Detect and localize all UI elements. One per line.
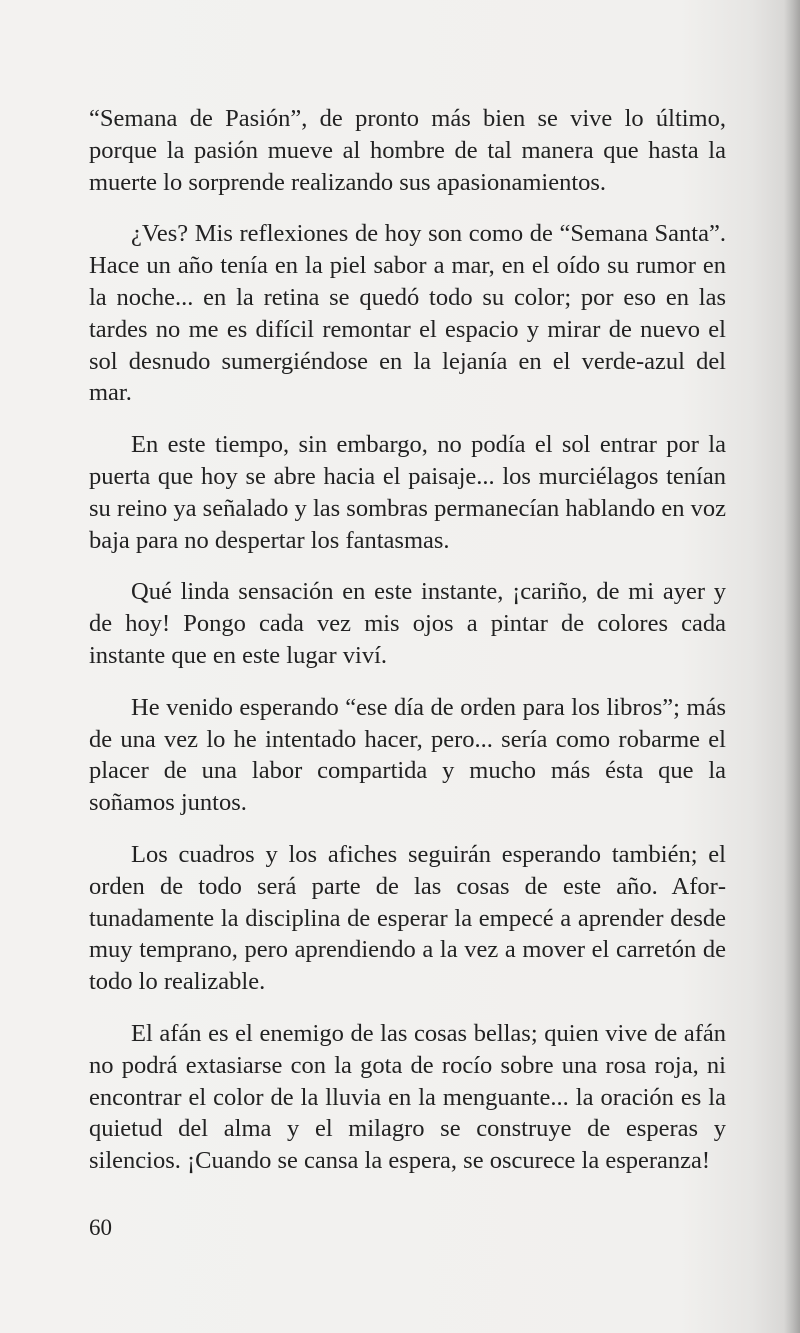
paragraph-5: He venido esperando “ese día de orden para los libros”; más de una vez lo he intentado hacer, pero... sería como robarme el placer de una labor compartida y mucho más ésta que la soñamos juntos. xyxy=(89,693,726,817)
body-text xyxy=(89,103,726,1197)
page-number: 60 xyxy=(89,1215,112,1240)
paragraph-2: ¿Ves? Mis reflexiones de hoy son como de “Semana Santa”. Hace un año tenía en la piel sabor a mar, en el oído su rumor en la noche... en la retina se quedó todo su color; por eso en las tardes no me es difícil remontar el espacio y mirar de nuevo el sol desnudo sumergiéndose en la lejanía en el verde-azul del mar. xyxy=(89,220,726,407)
paragraph-4: Qué linda sensación en este instante, ¡cariño, de mi ayer y de hoy! Pongo cada vez mis ojos a pintar de colores cada instante que en este lugar viví. xyxy=(89,578,726,669)
paragraph-7: El afán es el enemigo de las cosas bellas; quien vive de afán no podrá extasiarse con la gota de rocío sobre una rosa roja, ni encontrar el color de la lluvia en la menguante... la oración es la quietud del alma y el milagro se construye de esperas y silencios. ¡Cuando se cansa la espera, se oscurece la esperanza! xyxy=(89,1019,726,1175)
paragraph-1: “Semana de Pasión”, de pronto más bien se vive lo último, porque la pasión mueve al hombre de tal manera que hasta la muerte lo sorprende realizando sus apasionamientos. xyxy=(89,105,726,196)
paragraph-3: En este tiempo, sin embargo, no podía el sol entrar por la puerta que hoy se abre hacia el paisaje... los murciélagos tenían su reino ya señalado y las sombras permanecían hablando en voz baja para no despertar los fantasmas. xyxy=(89,431,726,554)
spine-shadow xyxy=(784,0,800,1333)
paragraph-6: Los cuadros y los afiches seguirán esperando también; el orden de todo será parte de las cosas de este año. Afortunadamente la disciplina de esperar la empecé a aprender desde muy temprano, pero aprendiendo a la vez a mover el carretón de todo lo realizable. xyxy=(89,840,726,996)
